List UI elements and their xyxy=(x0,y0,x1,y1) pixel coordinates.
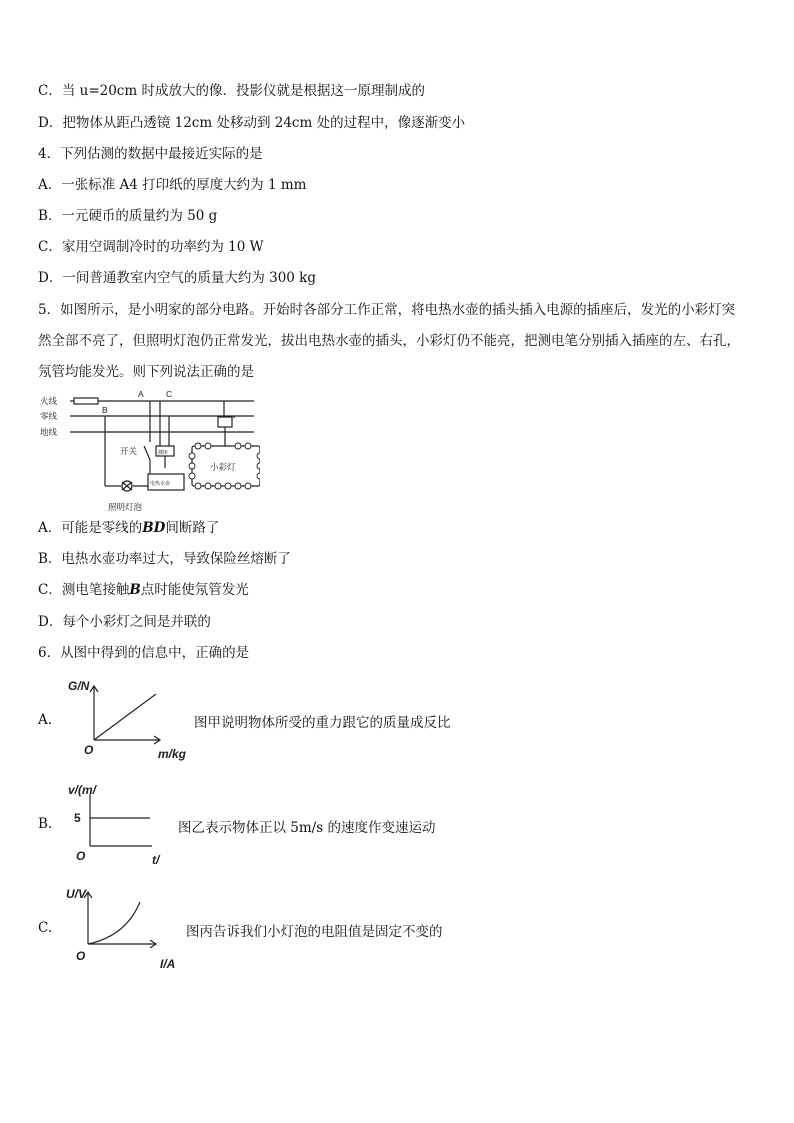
q4-option-c: C．家用空调制冷时的功率约为 10 W xyxy=(38,239,264,255)
q6-stem: 6．从图中得到的信息中，正确的是 xyxy=(38,645,250,661)
q3-option-c: C．当 u=20cm 时成放大的像．投影仪就是根据这一原理制成的 xyxy=(38,83,425,99)
q5-stem-line1: 5．如图所示，是小明家的部分电路。开始时各部分工作正常，将电热水壶的插头插入电源的插座后，发光的小彩灯突 xyxy=(38,302,736,318)
label-socket: 插座 xyxy=(158,450,169,456)
label-point-a: A xyxy=(138,389,144,399)
q5-stem-line3: 氖管均能发光。则下列说法正确的是 xyxy=(38,364,254,380)
q6-option-c-label: C. xyxy=(38,920,53,936)
graph-c-curve xyxy=(88,902,140,944)
label-neutral: 零线 xyxy=(40,411,58,421)
label-kettle: 电热水壶 xyxy=(150,481,171,487)
graph-a xyxy=(60,672,200,764)
q4-option-d: D．一间普通教室内空气的质量大约为 300 kg xyxy=(38,270,316,286)
label-point-b: B xyxy=(102,405,108,415)
graph-b-xlabel: t/ xyxy=(152,853,160,867)
label-ground: 地线 xyxy=(40,427,58,437)
q5-stem-line2: 然全部不亮了，但照明灯泡仍正常发光，拔出电热水壶的插头，小彩灯仍不能亮，把测电笔分别插入插座的左、右孔， xyxy=(38,333,740,349)
q4-option-a: A．一张标准 A4 打印纸的厚度大约为 1 mm xyxy=(38,177,307,193)
graph-a-line xyxy=(94,694,156,740)
q6-option-b-label: B. xyxy=(38,816,53,832)
label-point-c: C xyxy=(166,389,173,399)
q4-option-b: B．一元硬币的质量约为 50 g xyxy=(38,208,218,224)
label-live: 火线 xyxy=(40,396,58,406)
q6-option-b-caption: 图乙表示物体正以 5m/s 的速度作变速运动 xyxy=(178,820,436,836)
graph-b xyxy=(60,778,180,870)
graph-a-origin: O xyxy=(84,743,94,757)
q5-option-b: B．电热水壶功率过大，导致保险丝熔断了 xyxy=(38,551,291,567)
label-lights: 小彩灯 xyxy=(210,462,236,472)
switch-icon xyxy=(144,446,150,460)
graph-c-origin: O xyxy=(76,949,86,963)
graph-c-xlabel: I/A xyxy=(160,957,176,971)
label-bulb: 照明灯泡 xyxy=(108,502,143,512)
q6-option-c-caption: 图丙告诉我们小灯泡的电阻值是固定不变的 xyxy=(186,924,443,940)
q5-option-d: D．每个小彩灯之间是并联的 xyxy=(38,614,211,630)
graph-b-tick: 5 xyxy=(74,811,81,825)
fuse-icon xyxy=(74,398,98,404)
q6-option-a-label: A. xyxy=(38,712,53,728)
q4-stem: 4．下列估测的数据中最接近实际的是 xyxy=(38,146,263,162)
graph-a-xlabel: m/kg xyxy=(158,747,187,761)
q5-option-c: C．测电笔接触B点时能使氖管发光 xyxy=(38,582,249,598)
label-switch: 开关 xyxy=(120,446,138,456)
graph-b-origin: O xyxy=(76,849,86,863)
q5-option-a: A．可能是零线的BD间断路了 xyxy=(38,520,220,536)
circuit-diagram xyxy=(38,388,260,516)
graph-c xyxy=(60,882,190,974)
graph-b-ylabel: v/(m/ xyxy=(68,783,97,797)
q3-option-d: D．把物体从距凸透镜 12cm 处移动到 24cm 处的过程中，像逐渐变小 xyxy=(38,115,466,131)
graph-c-ylabel: U/V xyxy=(66,887,87,901)
graph-a-ylabel: G/N xyxy=(68,679,90,693)
q6-option-a-caption: 图甲说明物体所受的重力跟它的质量成反比 xyxy=(194,715,451,731)
